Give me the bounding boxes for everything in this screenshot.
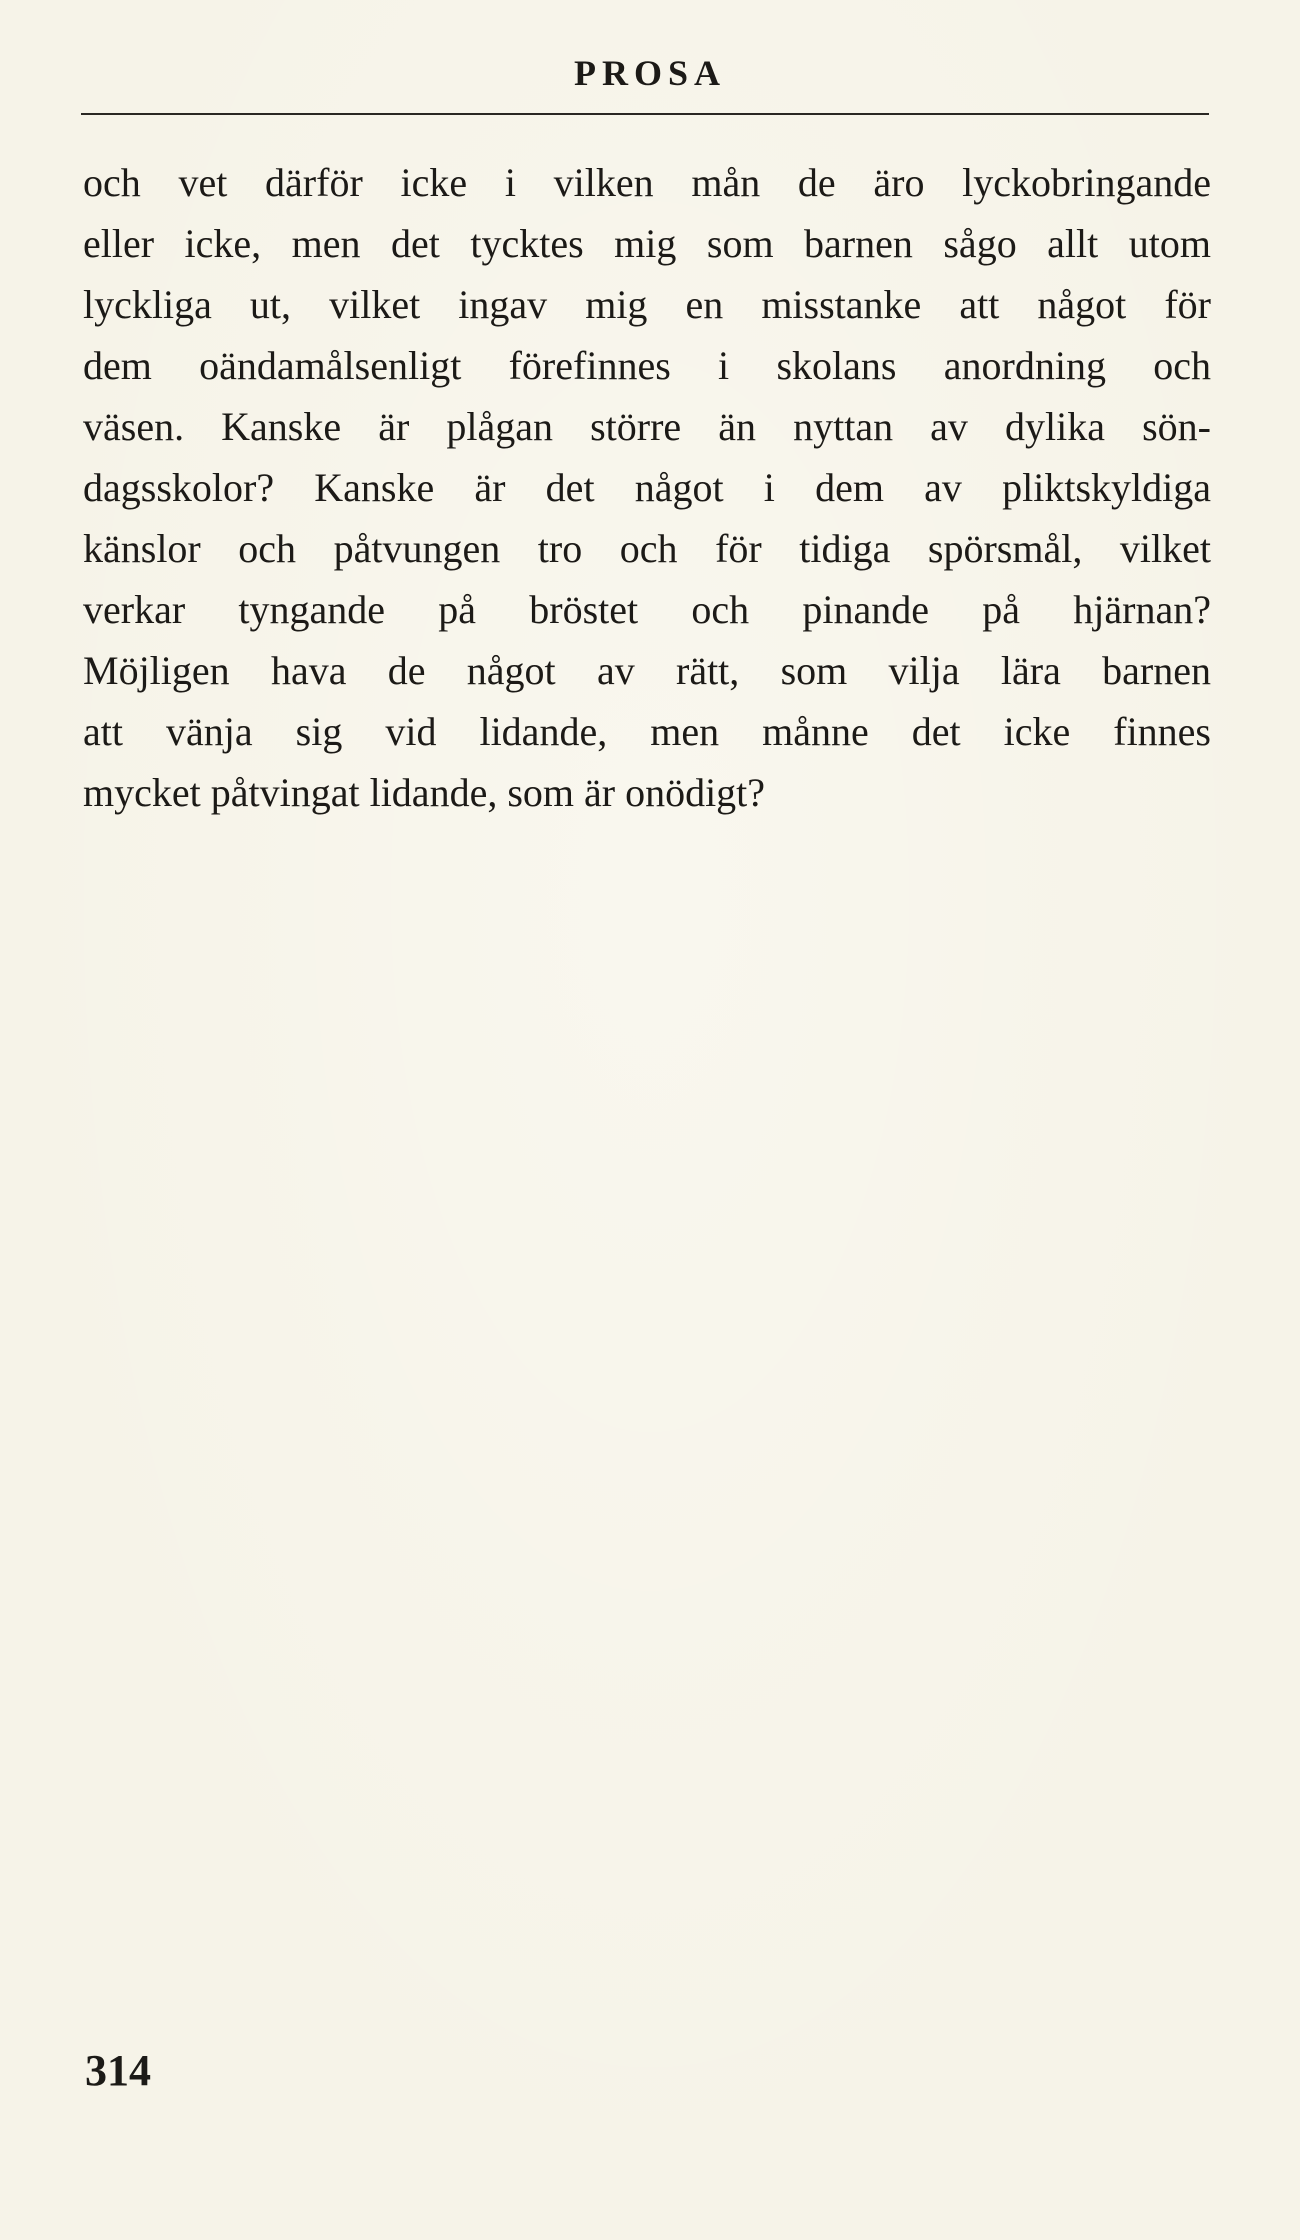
text-line: att vänja sig vid lidande, men månne det icke finnes: [83, 709, 1211, 754]
text-line: känslor och påtvungen tro och för tidiga spörsmål, vilket: [83, 526, 1211, 571]
text-line: eller icke, men det tycktes mig som barnen sågo allt utom: [83, 221, 1211, 266]
text-line: mycket påtvingat lidande, som är onödigt?: [83, 770, 766, 815]
text-line: och vet därför icke i vilken mån de äro lyckobringande: [83, 160, 1211, 205]
body-text: [83, 152, 1211, 823]
text-line: dagsskolor? Kanske är det något i dem av pliktskyldiga: [83, 465, 1211, 510]
text-line: väsen. Kanske är plågan större än nyttan av dylika sön-: [83, 404, 1211, 449]
header-rule: [81, 113, 1209, 115]
text-line: lyckliga ut, vilket ingav mig en misstanke att något för: [83, 282, 1211, 327]
running-head: PROSA: [573, 53, 726, 93]
text-line: Möjligen hava de något av rätt, som vilja lära barnen: [83, 648, 1211, 693]
page-number: 314: [85, 2046, 151, 2095]
text-line: verkar tyngande på bröstet och pinande på hjärnan?: [83, 587, 1211, 632]
text-line: dem oändamålsenligt förefinnes i skolans anordning och: [83, 343, 1211, 388]
